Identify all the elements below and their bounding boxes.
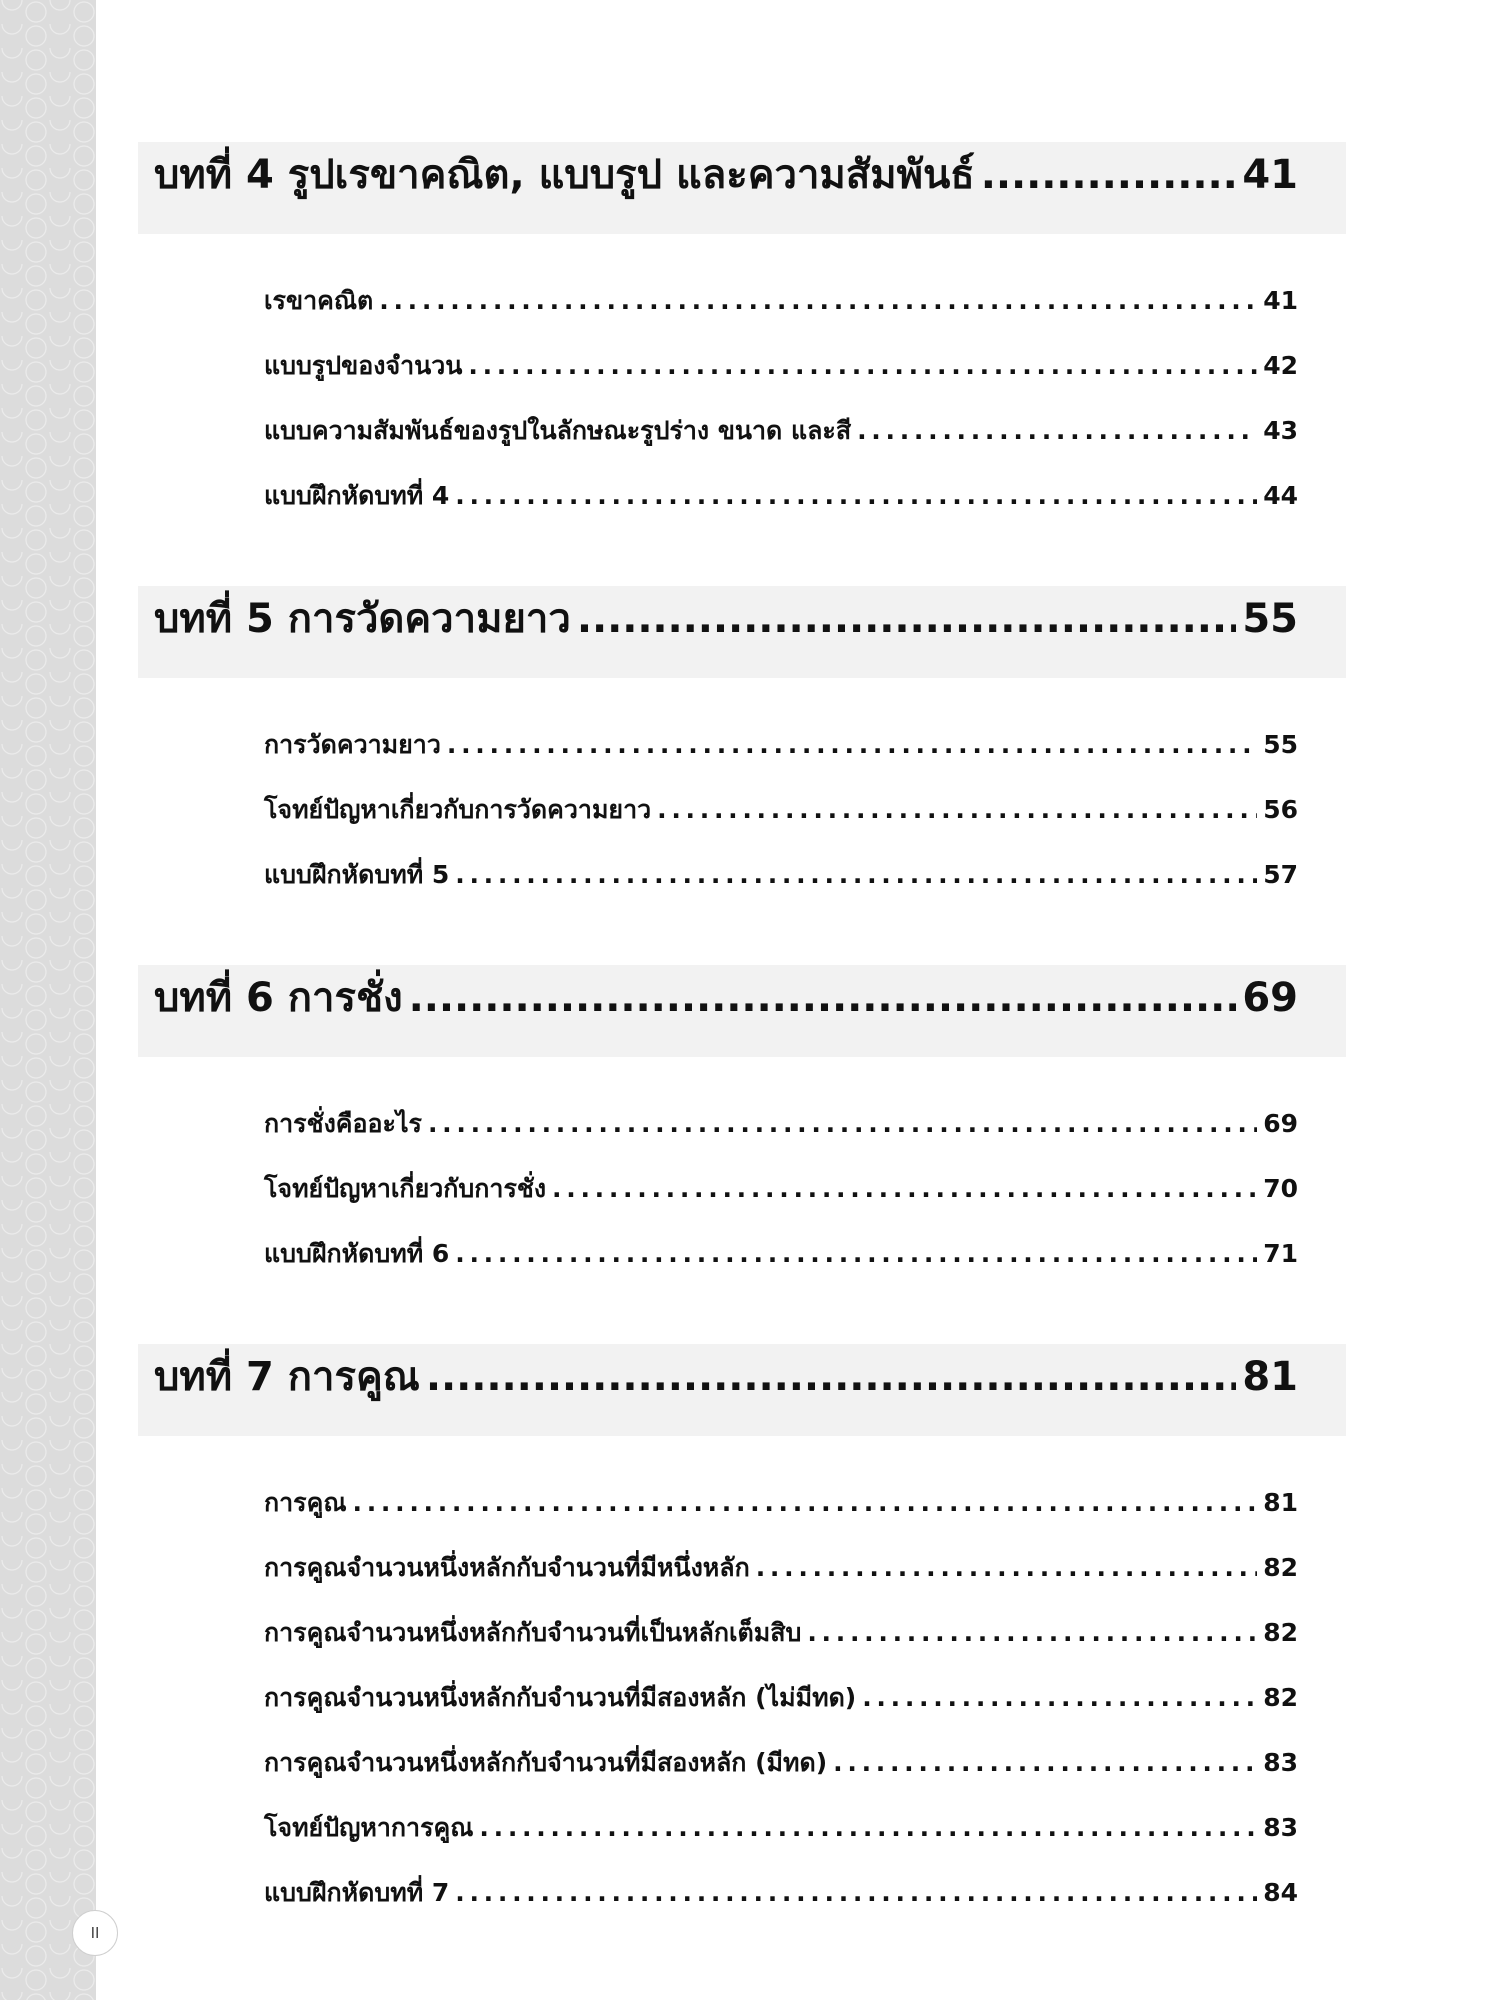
entry-title: แบบฝึกหัดบทที่ 6 xyxy=(264,1238,450,1268)
dot-leader xyxy=(479,1813,1257,1842)
entry-page-number: 82 xyxy=(1263,1618,1298,1647)
entry-title: โจทย์ปัญหาการคูณ xyxy=(264,1812,474,1842)
entry-title: แบบฝึกหัดบทที่ 5 xyxy=(264,859,450,889)
toc-entry[interactable] xyxy=(264,1730,1298,1795)
chapter-4 xyxy=(138,142,1346,528)
entry-page-number: 41 xyxy=(1263,286,1298,315)
dot-leader xyxy=(447,730,1257,759)
chapter-6 xyxy=(138,965,1346,1286)
entry-page-number: 81 xyxy=(1263,1488,1298,1517)
dot-leader xyxy=(409,975,1237,1021)
entry-title: แบบฝึกหัดบทที่ 4 xyxy=(264,480,450,510)
chapter-7 xyxy=(138,1344,1346,1925)
entry-page-number: 82 xyxy=(1263,1553,1298,1582)
toc-entry[interactable] xyxy=(264,842,1298,907)
table-of-contents xyxy=(138,142,1346,1983)
entry-title: การคูณจำนวนหนึ่งหลักกับจำนวนที่มีสองหลัก (ไม่มีทด) xyxy=(264,1682,857,1712)
chapter-title: บทที่ 6 การชั่ง xyxy=(154,975,403,1021)
entry-page-number: 84 xyxy=(1263,1878,1298,1907)
dot-leader xyxy=(455,481,1257,510)
page-number: II xyxy=(90,1924,100,1942)
chapter-entries xyxy=(138,1057,1346,1286)
chapter-entries xyxy=(138,1436,1346,1925)
toc-entry[interactable] xyxy=(264,712,1298,777)
entry-title: แบบความสัมพันธ์ของรูปในลักษณะรูปร่าง ขนาด และสี xyxy=(264,415,852,445)
chapter-entries xyxy=(138,678,1346,907)
dot-leader xyxy=(426,1354,1236,1400)
toc-entry[interactable] xyxy=(264,1860,1298,1925)
chapter-heading[interactable] xyxy=(138,1344,1346,1436)
chapter-page-number: 55 xyxy=(1242,596,1298,642)
dot-leader xyxy=(428,1109,1257,1138)
side-decorative-strip xyxy=(0,0,96,2000)
chapter-title: บทที่ 5 การวัดความยาว xyxy=(154,596,571,642)
entry-page-number: 42 xyxy=(1263,351,1298,380)
dot-leader xyxy=(353,1488,1258,1517)
chapter-heading[interactable] xyxy=(138,965,1346,1057)
chapter-title: บทที่ 4 รูปเรขาคณิต, แบบรูป และความสัมพันธ์ xyxy=(154,152,975,198)
entry-page-number: 83 xyxy=(1263,1813,1298,1842)
entry-page-number: 82 xyxy=(1263,1683,1298,1712)
dot-leader xyxy=(379,286,1257,315)
toc-entry[interactable] xyxy=(264,333,1298,398)
entry-title: เรขาคณิต xyxy=(264,285,374,315)
entry-title: การวัดความยาว xyxy=(264,729,441,759)
dot-leader xyxy=(455,1239,1257,1268)
entry-page-number: 43 xyxy=(1263,416,1298,445)
page-number-badge xyxy=(72,1910,118,1956)
dot-leader xyxy=(833,1748,1257,1777)
entry-page-number: 44 xyxy=(1263,481,1298,510)
entry-title: การคูณจำนวนหนึ่งหลักกับจำนวนที่เป็นหลักเต็มสิบ xyxy=(264,1617,802,1647)
dot-leader xyxy=(657,795,1257,824)
toc-entry[interactable] xyxy=(264,777,1298,842)
toc-entry[interactable] xyxy=(264,1156,1298,1221)
toc-entry[interactable] xyxy=(264,1221,1298,1286)
toc-entry[interactable] xyxy=(264,1091,1298,1156)
dot-leader xyxy=(552,1174,1257,1203)
entry-title: โจทย์ปัญหาเกี่ยวกับการชั่ง xyxy=(264,1173,547,1203)
dot-leader xyxy=(807,1618,1257,1647)
entry-page-number: 71 xyxy=(1263,1239,1298,1268)
entry-page-number: 70 xyxy=(1263,1174,1298,1203)
entry-title: การชั่งคืออะไร xyxy=(264,1108,422,1138)
entry-title: การคูณจำนวนหนึ่งหลักกับจำนวนที่มีหนึ่งหลัก xyxy=(264,1552,750,1582)
chapter-page-number: 69 xyxy=(1242,975,1298,1021)
chapter-heading[interactable] xyxy=(138,586,1346,678)
entry-page-number: 55 xyxy=(1263,730,1298,759)
entry-page-number: 83 xyxy=(1263,1748,1298,1777)
toc-entry[interactable] xyxy=(264,268,1298,333)
chapter-entries xyxy=(138,234,1346,528)
entry-title: การคูณจำนวนหนึ่งหลักกับจำนวนที่มีสองหลัก (มีทด) xyxy=(264,1747,828,1777)
toc-entry[interactable] xyxy=(264,1600,1298,1665)
dot-leader xyxy=(455,860,1257,889)
toc-entry[interactable] xyxy=(264,463,1298,528)
entry-title: แบบฝึกหัดบทที่ 7 xyxy=(264,1877,450,1907)
chapter-5 xyxy=(138,586,1346,907)
dot-leader xyxy=(455,1878,1257,1907)
toc-entry[interactable] xyxy=(264,398,1298,463)
entry-page-number: 56 xyxy=(1263,795,1298,824)
entry-title: โจทย์ปัญหาเกี่ยวกับการวัดความยาว xyxy=(264,794,652,824)
dot-leader xyxy=(468,351,1257,380)
entry-page-number: 57 xyxy=(1263,860,1298,889)
dot-leader xyxy=(756,1553,1257,1582)
chapter-heading[interactable] xyxy=(138,142,1346,234)
dot-leader xyxy=(862,1683,1257,1712)
entry-title: แบบรูปของจำนวน xyxy=(264,350,463,380)
dot-leader xyxy=(577,596,1237,642)
dot-leader xyxy=(857,416,1257,445)
entry-title: การคูณ xyxy=(264,1487,347,1517)
entry-page-number: 69 xyxy=(1263,1109,1298,1138)
toc-entry[interactable] xyxy=(264,1535,1298,1600)
toc-entry[interactable] xyxy=(264,1665,1298,1730)
dot-leader xyxy=(981,152,1237,198)
toc-entry[interactable] xyxy=(264,1795,1298,1860)
chapter-page-number: 81 xyxy=(1242,1354,1298,1400)
chapter-page-number: 41 xyxy=(1242,152,1298,198)
toc-entry[interactable] xyxy=(264,1470,1298,1535)
chapter-title: บทที่ 7 การคูณ xyxy=(154,1354,420,1400)
